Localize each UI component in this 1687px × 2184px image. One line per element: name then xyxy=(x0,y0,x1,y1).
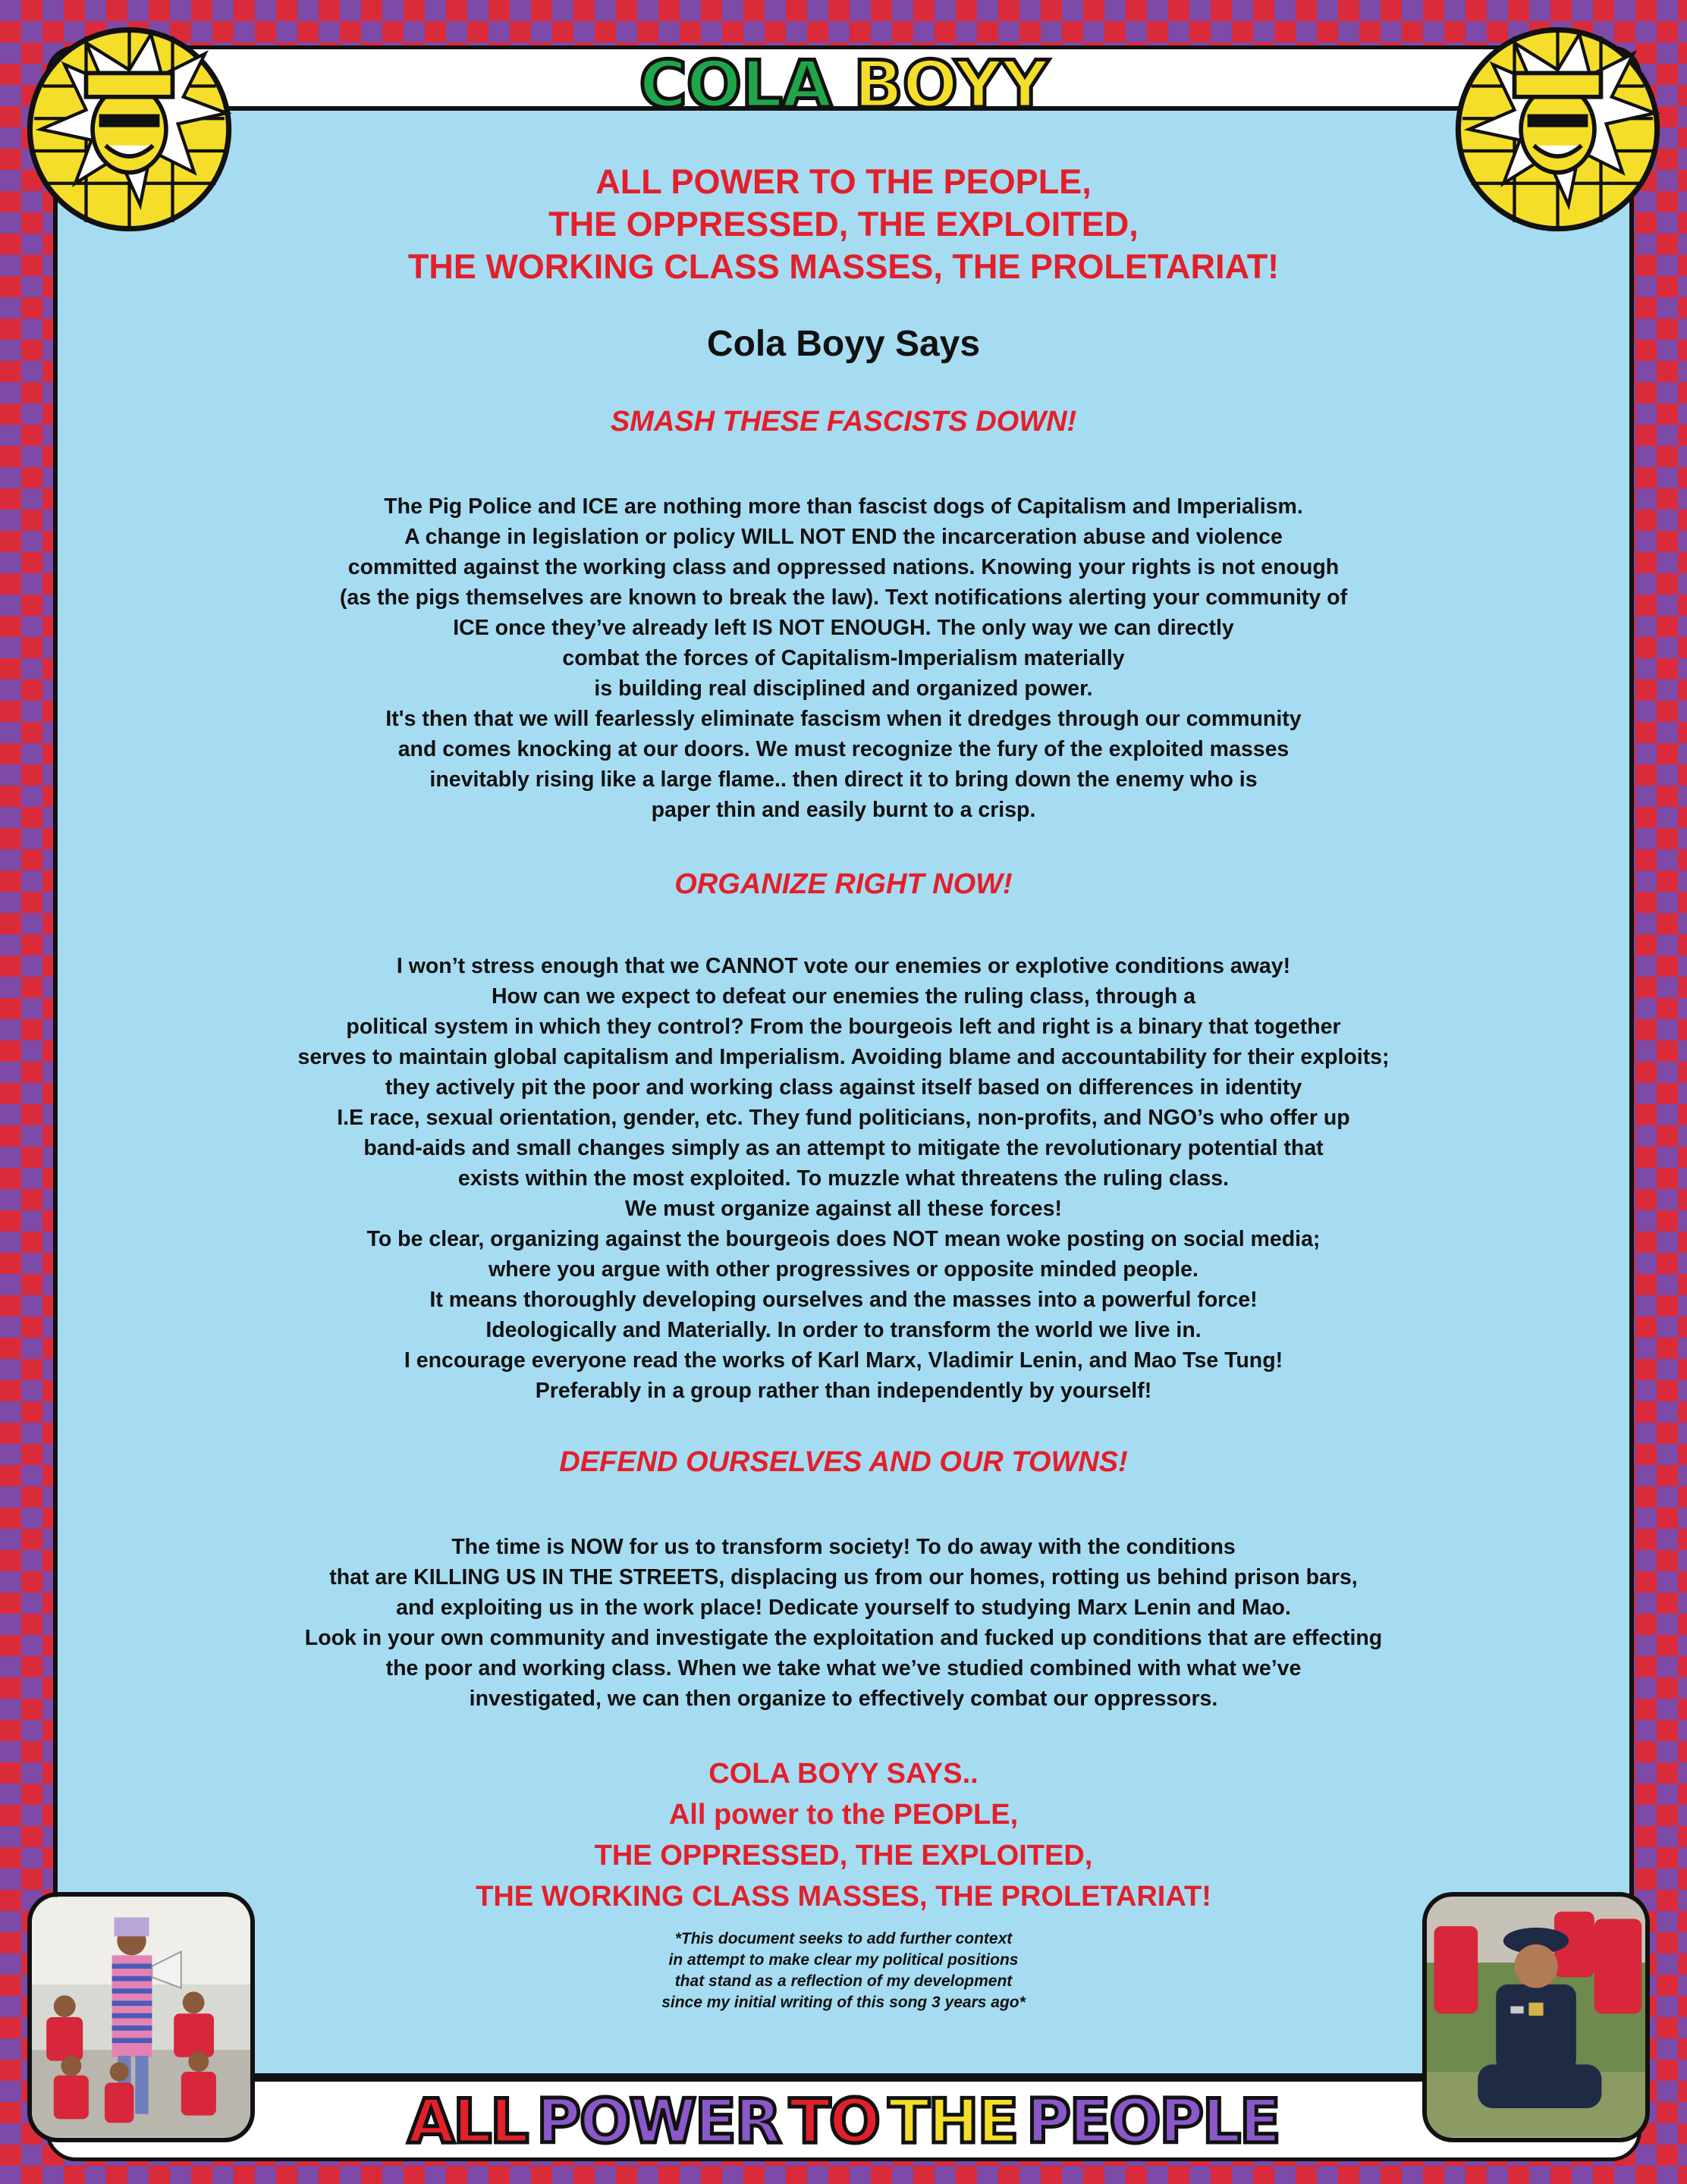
closing-line: All power to the PEOPLE, xyxy=(668,1799,1019,1831)
footer-word: POWER xyxy=(536,2086,781,2157)
headline-line: THE WORKING CLASS MASSES, THE PROLETARIAT! xyxy=(407,247,1280,286)
body-line: exists within the most exploited. To muzzle what threatens the ruling class. xyxy=(457,1166,1230,1191)
body-line: We must organize against all these forces! xyxy=(625,1197,1062,1221)
body-line: and exploiting us in the work place! Dedicate yourself to studying Marx Lenin and Mao. xyxy=(396,1596,1291,1620)
closing-line: COLA BOYY SAYS.. xyxy=(708,1758,979,1790)
body-line: band-aids and small changes simply as an attempt to mitigate the revolutionary potential that xyxy=(363,1136,1324,1160)
brand-title-part2: BOYY xyxy=(853,47,1048,123)
headline-line: ALL POWER TO THE PEOPLE, xyxy=(595,162,1092,201)
footer-word: THE xyxy=(887,2086,1018,2157)
footer-word: ALL xyxy=(407,2086,528,2157)
footnote-line: that stand as a reflection of my development xyxy=(674,1972,1013,1990)
body-line: The time is NOW for us to transform society! To do away with the conditions xyxy=(451,1535,1236,1559)
body-line: I.E race, sexual orientation, gender, etc. They fund politicians, non-profits, and NGO’s who offer up xyxy=(337,1106,1350,1130)
body-line: they actively pit the poor and working class against itself based on differences in identity xyxy=(385,1075,1302,1100)
section-body-defend xyxy=(182,1532,1505,1714)
headline-line: THE OPPRESSED, THE EXPLOITED, xyxy=(548,205,1139,243)
body-line: Look in your own community and investigate the exploitation and fucked up conditions that are effecting xyxy=(304,1626,1383,1650)
body-line: Ideologically and Materially. In order to transform the world we live in. xyxy=(485,1318,1202,1342)
footnote xyxy=(501,1928,1186,2013)
footer-word: PEOPLE xyxy=(1026,2086,1280,2157)
body-line: (as the pigs themselves are known to break the law). Text notifications alerting your community of xyxy=(339,585,1348,610)
section-heading-organize: ORGANIZE RIGHT NOW! xyxy=(674,868,1013,900)
footnote-line: in attempt to make clear my political positions xyxy=(668,1951,1019,1969)
body-line: Preferably in a group rather than independently by yourself! xyxy=(535,1379,1152,1403)
body-line: I won’t stress enough that we CANNOT vote our enemies or explotive conditions away! xyxy=(396,954,1291,978)
brand-title xyxy=(0,47,1687,123)
body-line: inevitably rising like a large flame.. then direct it to bring down the enemy who is xyxy=(429,767,1258,792)
body-line: combat the forces of Capitalism-Imperialism materially xyxy=(562,646,1125,670)
section-heading-smash: SMASH THESE FASCISTS DOWN! xyxy=(610,406,1077,438)
body-line: serves to maintain global capitalism and Imperialism. Avoiding blame and accountability for their exploits; xyxy=(297,1045,1390,1069)
body-line: where you argue with other progressives or opposite minded people. xyxy=(489,1257,1198,1282)
footer-word: TO xyxy=(789,2086,879,2157)
body-line: ICE once they’ve already left IS NOT ENOUGH. The only way we can directly xyxy=(453,616,1234,640)
body-line: the poor and working class. When we take what we’ve studied combined with what we’ve xyxy=(385,1656,1302,1680)
body-line: that are KILLING US IN THE STREETS, displacing us from our homes, rotting us behind prison bars, xyxy=(329,1565,1358,1589)
photo-rally-megaphone xyxy=(27,1892,255,2142)
body-line: To be clear, organizing against the bourgeois does NOT mean woke posting on social media; xyxy=(366,1227,1321,1251)
brand-title-part1: COLA xyxy=(639,47,854,123)
body-line: A change in legislation or policy WILL NOT END the incarceration abuse and violence xyxy=(404,525,1283,549)
closing-line: THE WORKING CLASS MASSES, THE PROLETARIAT! xyxy=(476,1881,1211,1913)
says-heading: Cola Boyy Says xyxy=(706,324,981,364)
body-line: It's then that we will fearlessly eliminate fascism when it dredges through our community xyxy=(385,707,1302,731)
body-line: It means thoroughly developing ourselves and the masses into a powerful force! xyxy=(429,1288,1258,1312)
photo-police-officer xyxy=(1422,1892,1650,2142)
body-line: political system in which they control? From the bourgeois left and right is a binary that together xyxy=(346,1015,1341,1039)
section-body-organize xyxy=(182,951,1505,1406)
section-heading-defend: DEFEND OURSELVES AND OUR TOWNS! xyxy=(559,1446,1128,1478)
body-line: is building real disciplined and organized power. xyxy=(594,676,1093,701)
body-line: and comes knocking at our doors. We must recognize the fury of the exploited masses xyxy=(397,737,1290,761)
body-line: I encourage everyone read the works of Karl Marx, Vladimir Lenin, and Mao Tse Tung! xyxy=(404,1348,1283,1373)
closing-block xyxy=(197,1753,1490,1917)
body-line: investigated, we can then organize to effectively combat our oppressors. xyxy=(469,1687,1218,1711)
footnote-line: *This document seeks to add further context xyxy=(674,1930,1013,1947)
body-line: paper thin and easily burnt to a crisp. xyxy=(651,798,1036,822)
section-body-smash xyxy=(182,491,1505,825)
body-line: The Pig Police and ICE are nothing more than fascist dogs of Capitalism and Imperialism. xyxy=(384,494,1303,519)
headline xyxy=(197,161,1490,288)
closing-line: THE OPPRESSED, THE EXPLOITED, xyxy=(594,1840,1093,1872)
body-line: committed against the working class and oppressed nations. Knowing your rights is not enough xyxy=(347,555,1340,579)
body-line: How can we expect to defeat our enemies the ruling class, through a xyxy=(491,984,1196,1009)
footnote-line: since my initial writing of this song 3 years ago* xyxy=(661,1994,1026,2011)
